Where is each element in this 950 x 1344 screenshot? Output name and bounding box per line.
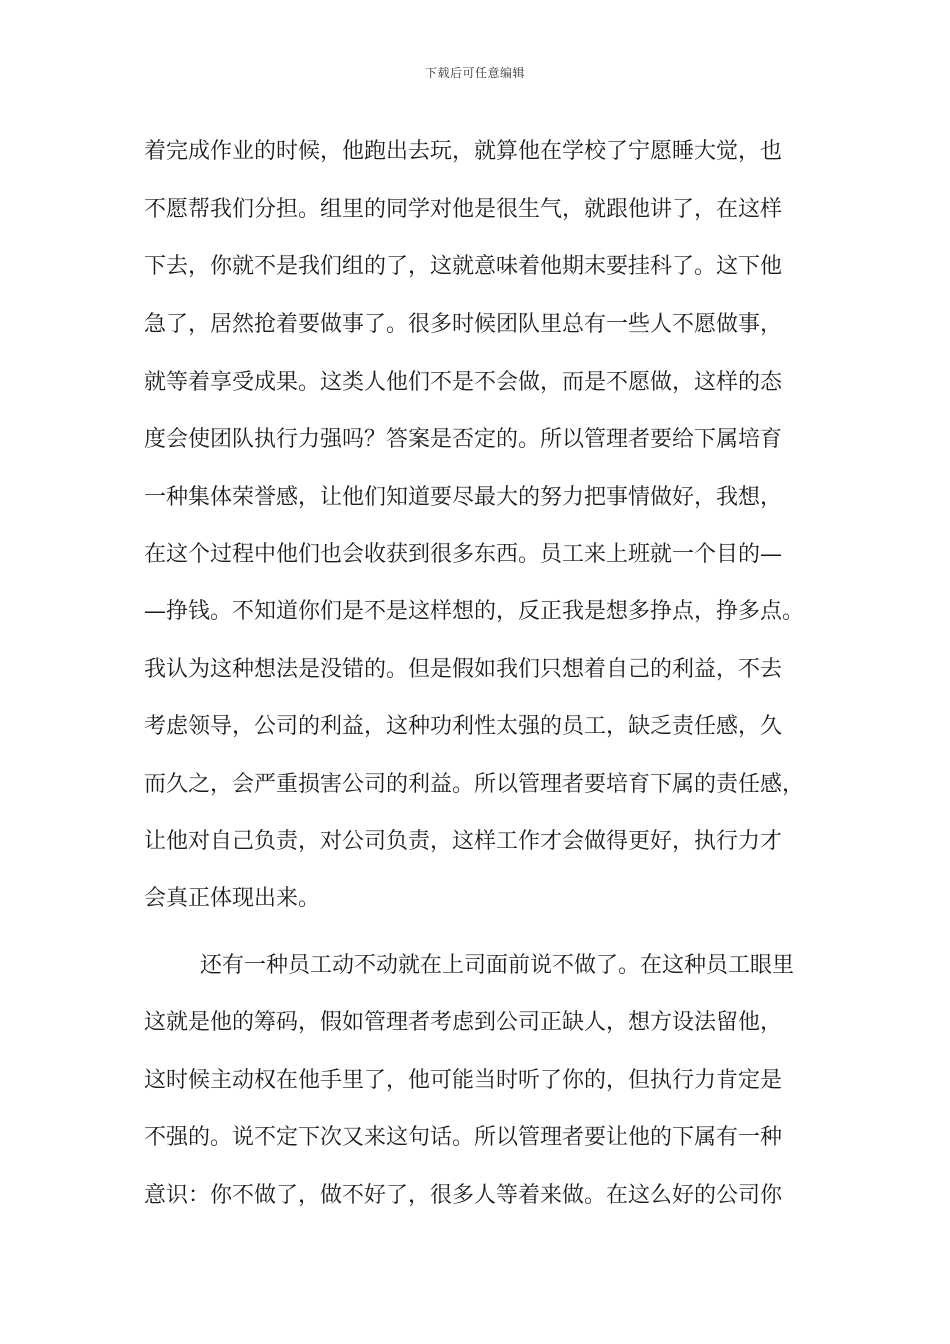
paragraph-2-line-4: 不强的。说不定下次又来这句话。所以管理者要让他的下属有一种: [144, 1125, 783, 1150]
paragraph-1-line-6: 度会使团队执行力强吗？答案是否定的。所以管理者要给下属培育: [144, 427, 783, 452]
paragraph-1-line-12: 而久之，会严重损害公司的利益。所以管理者要培育下属的责任感，: [144, 772, 805, 797]
paragraph-2-line-3: 这时候主动权在他手里了，他可能当时听了你的，但执行力肯定是: [144, 1068, 783, 1093]
paragraph-1-line-8: 在这个过程中他们也会收获到很多东西。员工来上班就一个目的—: [144, 542, 783, 567]
paragraph-1-line-1: 着完成作业的时候，他跑出去玩，就算他在学校了宁愿睡大觉，也: [144, 139, 783, 164]
paragraph-1-line-11: 考虑领导，公司的利益，这种功利性太强的员工，缺乏责任感，久: [144, 714, 783, 739]
paragraph-1-line-2: 不愿帮我们分担。组里的同学对他是很生气，就跟他讲了，在这样: [144, 197, 783, 222]
paragraph-1-line-14: 会真正体现出来。: [144, 886, 321, 911]
paragraph-2-line-2: 这就是他的筹码，假如管理者考虑到公司正缺人，想方设法留他，: [144, 1010, 783, 1035]
paragraph-1-line-9: —挣钱。不知道你们是不是这样想的，反正我是想多挣点，挣多点。: [144, 599, 805, 624]
page-header-note: 下载后可任意编辑: [424, 66, 525, 80]
paragraph-2-line-1: 还有一种员工动不动就在上司面前说不做了。在这种员工眼里: [200, 953, 795, 978]
paragraph-1-line-13: 让他对自己负责，对公司负责，这样工作才会做得更好，执行力才: [144, 829, 783, 854]
paragraph-1-line-3: 下去，你就不是我们组的了，这就意味着他期末要挂科了。这下他: [144, 254, 783, 279]
paragraph-2-line-5: 意识：你不做了，做不好了，很多人等着来做。在这么好的公司你: [144, 1183, 783, 1208]
paragraph-1-line-4: 急了，居然抢着要做事了。很多时候团队里总有一些人不愿做事，: [144, 312, 783, 337]
paragraph-1-line-10: 我认为这种想法是没错的。但是假如我们只想着自己的利益，不去: [144, 657, 783, 682]
paragraph-1-line-5: 就等着享受成果。这类人他们不是不会做，而是不愿做，这样的态: [144, 370, 783, 395]
paragraph-1-line-7: 一种集体荣誉感，让他们知道要尽最大的努力把事情做好，我想，: [144, 485, 783, 510]
